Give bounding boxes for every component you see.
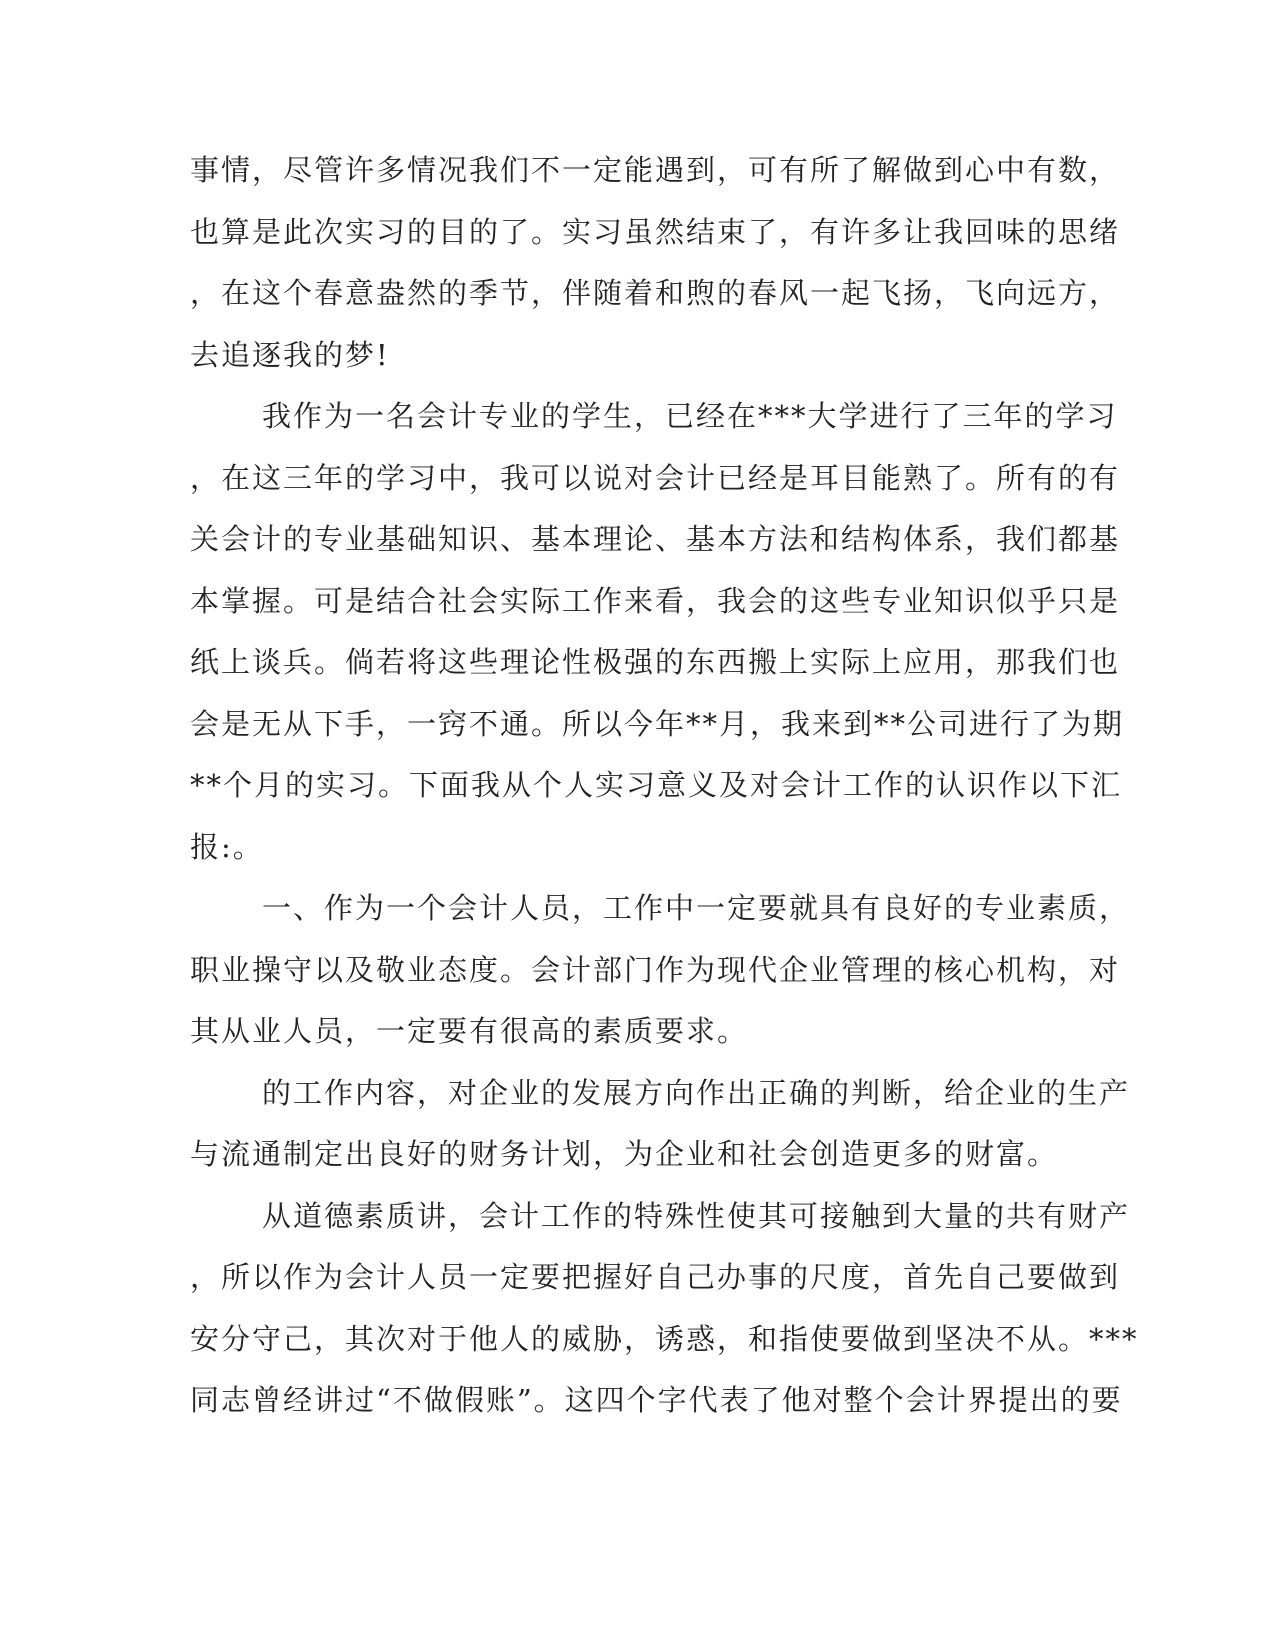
text-line: 去追逐我的梦! [190,337,390,372]
text-line: 职业操守以及敬业态度。会计部门作为现代企业管理的核心机构，对 [190,952,1121,987]
text-line: 本掌握。可是结合社会实际工作来看，我会的这些专业知识似乎只是 [190,583,1121,618]
text-line: 关会计的专业基础知识、基本理论、基本方法和结构体系，我们都基 [190,522,1121,556]
paragraph-first-line: 从道德素质讲，会计工作的特殊性使其可接触到大量的共有财产 [262,1198,1131,1233]
paragraph-first-line: 我作为一名会计专业的学生，已经在***大学进行了三年的学习 [262,399,1118,433]
text-line: 也算是此次实习的目的了。实习虽然结束了，有许多让我回味的思绪 [190,214,1121,249]
text-line: ，在这个春意盎然的季节，伴随着和煦的春风一起飞扬，飞向远方， [190,276,1121,310]
text-line: 事情，尽管许多情况我们不一定能遇到，可有所了解做到心中有数， [190,153,1121,187]
document-body [190,140,1139,1432]
paragraph-first-line: 的工作内容，对企业的发展方向作出正确的判断，给企业的生产 [262,1075,1131,1110]
paragraph-first-line: 一、作为一个会计人员，工作中一定要就具有良好的专业素质， [262,891,1131,925]
text-line: 安分守己，其次对于他人的威胁，诱惑，和指使要做到坚决不从。*** [190,1321,1139,1356]
text-line: 其从业人员，一定要有很高的素质要求。 [190,1014,749,1048]
text-line: ，所以作为会计人员一定要把握好自己办事的尺度，首先自己要做到 [190,1260,1121,1294]
text-line: 报:。 [190,829,264,864]
text-line: 同志曾经讲过“不做假账”。这四个字代表了他对整个会计界提出的要 [190,1383,1123,1417]
text-line: **个月的实习。下面我从个人实习意义及对会计工作的认识作以下汇 [190,768,1123,802]
text-line: 会是无从下手，一窍不通。所以今年**月，我来到**公司进行了为期 [190,706,1125,741]
text-line: ，在这三年的学习中，我可以说对会计已经是耳目能熟了。所有的有 [190,460,1121,495]
text-line: 纸上谈兵。倘若将这些理论性极强的东西搬上实际上应用，那我们也 [190,645,1121,679]
text-line: 与流通制定出良好的财务计划，为企业和社会创造更多的财富。 [190,1137,1059,1171]
